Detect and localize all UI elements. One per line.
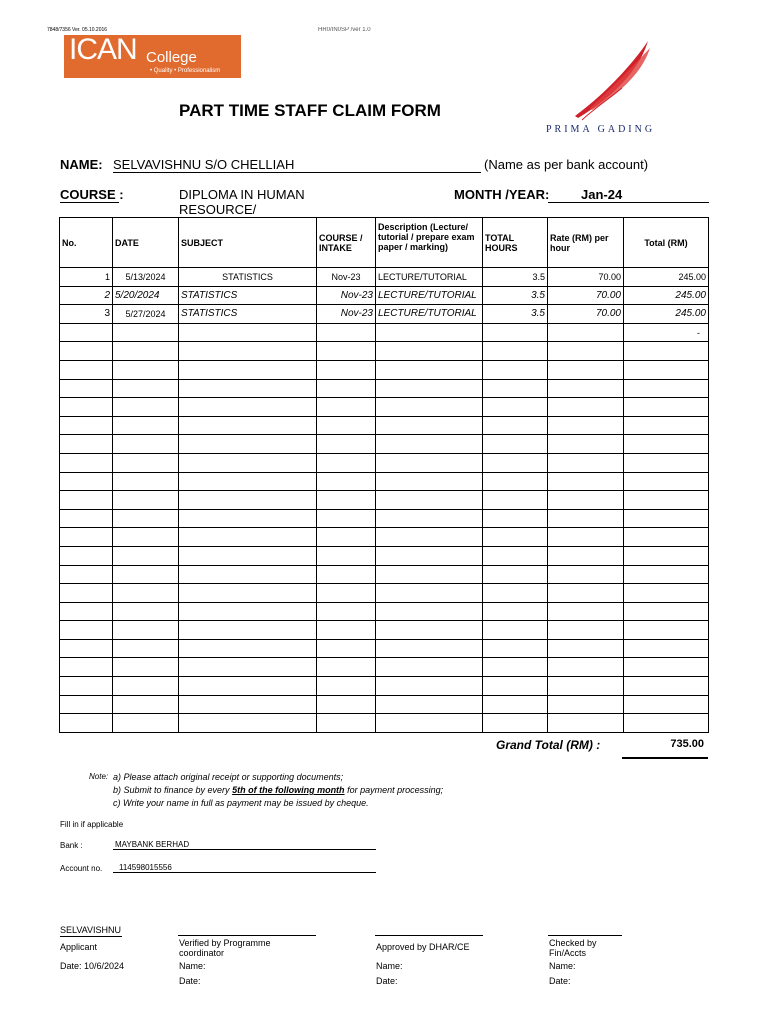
- empty-cell: [60, 398, 113, 417]
- empty-cell: [113, 584, 179, 603]
- header-subject: SUBJECT: [179, 218, 317, 268]
- empty-cell: [113, 342, 179, 361]
- claim-table: [59, 217, 709, 733]
- empty-cell: [60, 342, 113, 361]
- table-header-row: [60, 218, 709, 268]
- empty-cell: [483, 546, 548, 565]
- empty-cell: [624, 342, 709, 361]
- logo-text-college: College: [146, 49, 197, 66]
- empty-cell: [317, 565, 376, 584]
- note-b-post: for payment processing;: [347, 785, 444, 795]
- note-b-bold: 5th of the following month: [232, 785, 345, 795]
- cell-description: LECTURE/TUTORIAL: [376, 305, 483, 324]
- verified-name-label: Name:: [179, 961, 206, 971]
- empty-cell: [548, 491, 624, 510]
- empty-table-row: [60, 360, 709, 379]
- empty-table-row: [60, 472, 709, 491]
- empty-cell: [548, 453, 624, 472]
- empty-cell: [60, 639, 113, 658]
- empty-cell: [483, 379, 548, 398]
- empty-cell: [317, 472, 376, 491]
- cell-intake: Nov-23: [317, 305, 376, 324]
- empty-cell: [483, 602, 548, 621]
- empty-cell: [317, 491, 376, 510]
- header-total-hours: TOTAL HOURS: [483, 218, 548, 268]
- empty-cell: [317, 398, 376, 417]
- empty-cell: [179, 677, 317, 696]
- empty-cell: [113, 565, 179, 584]
- empty-cell: [624, 602, 709, 621]
- empty-table-row: [60, 379, 709, 398]
- empty-cell: [113, 416, 179, 435]
- empty-cell: [317, 546, 376, 565]
- empty-cell: [624, 528, 709, 547]
- header-course-intake: COURSE / INTAKE: [317, 218, 376, 268]
- empty-cell: [179, 398, 317, 417]
- empty-cell: [60, 491, 113, 510]
- cell-intake: Nov-23: [317, 268, 376, 287]
- empty-cell: [548, 472, 624, 491]
- verified-date-label: Date:: [179, 976, 201, 986]
- empty-cell: [60, 360, 113, 379]
- cell-description: LECTURE/TUTORIAL: [376, 286, 483, 305]
- empty-cell: [376, 435, 483, 454]
- empty-table-row: [60, 435, 709, 454]
- empty-cell: [179, 472, 317, 491]
- empty-cell: [548, 658, 624, 677]
- logo-text-ican: ICAN: [69, 33, 137, 66]
- cell-no: 2: [60, 286, 113, 305]
- empty-cell: [548, 695, 624, 714]
- bank-value: MAYBANK BERHAD: [113, 840, 376, 850]
- cell-total: 245.00: [624, 305, 709, 324]
- empty-table-row: [60, 639, 709, 658]
- empty-cell: [548, 509, 624, 528]
- empty-cell: [60, 416, 113, 435]
- empty-cell: [317, 509, 376, 528]
- empty-cell: [60, 509, 113, 528]
- empty-table-row: [60, 695, 709, 714]
- empty-cell: [483, 398, 548, 417]
- empty-cell: [548, 565, 624, 584]
- empty-cell: [376, 379, 483, 398]
- empty-cell: [624, 565, 709, 584]
- header-no: No.: [60, 218, 113, 268]
- empty-table-row: [60, 602, 709, 621]
- empty-cell: [376, 658, 483, 677]
- empty-cell: [376, 453, 483, 472]
- empty-cell: [376, 565, 483, 584]
- empty-cell: [548, 677, 624, 696]
- empty-cell: [113, 528, 179, 547]
- empty-cell: [113, 639, 179, 658]
- applicant-label: Applicant: [60, 942, 98, 952]
- cell-hours: 3.5: [483, 305, 548, 324]
- empty-cell: [548, 398, 624, 417]
- approved-name-label: Name:: [376, 961, 403, 971]
- empty-cell: [113, 509, 179, 528]
- cell-description: [376, 323, 483, 342]
- empty-cell: [317, 342, 376, 361]
- empty-table-row: [60, 398, 709, 417]
- empty-cell: [317, 360, 376, 379]
- applicant-signature-line: [60, 936, 122, 937]
- empty-cell: [483, 658, 548, 677]
- header-date: DATE: [113, 218, 179, 268]
- empty-table-row: [60, 621, 709, 640]
- empty-cell: [376, 621, 483, 640]
- empty-cell: [548, 546, 624, 565]
- empty-cell: [179, 416, 317, 435]
- note-label: Note:: [89, 772, 109, 781]
- empty-cell: [548, 342, 624, 361]
- empty-cell: [317, 528, 376, 547]
- empty-cell: [624, 546, 709, 565]
- empty-cell: [113, 360, 179, 379]
- empty-cell: [376, 639, 483, 658]
- empty-cell: [624, 639, 709, 658]
- cell-hours: 3.5: [483, 268, 548, 287]
- cell-total: 245.00: [624, 268, 709, 287]
- header-rate: Rate (RM) per hour: [548, 218, 624, 268]
- empty-table-row: [60, 714, 709, 733]
- logo-tagline: • Quality • Professionalism: [150, 68, 221, 74]
- cell-subject: STATISTICS: [179, 268, 317, 287]
- empty-cell: [113, 398, 179, 417]
- form-reference: 7848/7356 Ver. 05.10.2016: [47, 27, 108, 33]
- empty-cell: [376, 546, 483, 565]
- cell-rate: 70.00: [548, 286, 624, 305]
- empty-cell: [317, 435, 376, 454]
- cell-date: [113, 323, 179, 342]
- course-label: COURSE :: [60, 187, 124, 202]
- empty-cell: [624, 398, 709, 417]
- empty-cell: [483, 360, 548, 379]
- note-c: c) Write your name in full as payment may be issued by cheque.: [113, 798, 369, 808]
- empty-cell: [376, 714, 483, 733]
- empty-cell: [317, 602, 376, 621]
- empty-cell: [624, 509, 709, 528]
- empty-table-row: [60, 658, 709, 677]
- empty-cell: [483, 621, 548, 640]
- empty-table-row: [60, 416, 709, 435]
- empty-cell: [624, 584, 709, 603]
- checked-name-label: Name:: [549, 961, 576, 971]
- prima-gading-logo-text: PRIMA GADING: [546, 124, 656, 135]
- empty-table-row: [60, 491, 709, 510]
- empty-cell: [548, 379, 624, 398]
- empty-table-row: [60, 342, 709, 361]
- prima-gading-swoosh-icon: [570, 38, 655, 124]
- empty-cell: [60, 546, 113, 565]
- checked-signature-line: [548, 935, 622, 936]
- ican-college-logo: [64, 35, 241, 78]
- empty-cell: [548, 416, 624, 435]
- empty-cell: [624, 379, 709, 398]
- empty-cell: [624, 695, 709, 714]
- empty-cell: [179, 528, 317, 547]
- empty-cell: [483, 472, 548, 491]
- cell-intake: Nov-23: [317, 286, 376, 305]
- applicant-name: SELVAVISHNU: [60, 925, 122, 935]
- empty-cell: [179, 509, 317, 528]
- empty-cell: [548, 621, 624, 640]
- empty-cell: [179, 565, 317, 584]
- empty-cell: [113, 472, 179, 491]
- empty-cell: [60, 621, 113, 640]
- empty-cell: [113, 621, 179, 640]
- account-label: Account no.: [60, 864, 103, 873]
- header-total-rm: Total (RM): [624, 218, 709, 268]
- empty-cell: [376, 491, 483, 510]
- empty-cell: [548, 360, 624, 379]
- table-row: [60, 305, 709, 324]
- empty-cell: [179, 546, 317, 565]
- checked-label: Checked by Fin/Accts: [549, 938, 597, 958]
- empty-cell: [376, 509, 483, 528]
- empty-cell: [483, 509, 548, 528]
- empty-cell: [376, 360, 483, 379]
- note-a: a) Please attach original receipt or supporting documents;: [113, 772, 344, 782]
- empty-cell: [483, 453, 548, 472]
- empty-cell: [483, 677, 548, 696]
- top-reference-text: HR0/IN0SP /ver 1.0: [318, 27, 371, 32]
- approved-date-label: Date:: [376, 976, 398, 986]
- table-row: [60, 323, 709, 342]
- cell-hours: 3.5: [483, 286, 548, 305]
- approved-label: Approved by DHAR/CE: [376, 942, 470, 952]
- empty-cell: [483, 584, 548, 603]
- empty-cell: [376, 602, 483, 621]
- empty-cell: [179, 360, 317, 379]
- empty-table-row: [60, 677, 709, 696]
- empty-cell: [113, 453, 179, 472]
- cell-rate: 70.00: [548, 305, 624, 324]
- month-year-value: Jan-24: [548, 187, 709, 203]
- empty-cell: [548, 639, 624, 658]
- empty-cell: [548, 602, 624, 621]
- empty-cell: [317, 584, 376, 603]
- empty-table-row: [60, 509, 709, 528]
- empty-cell: [624, 714, 709, 733]
- empty-cell: [624, 472, 709, 491]
- empty-cell: [376, 472, 483, 491]
- empty-cell: [179, 491, 317, 510]
- empty-cell: [60, 602, 113, 621]
- cell-no: 1: [60, 268, 113, 287]
- empty-cell: [624, 416, 709, 435]
- empty-cell: [376, 528, 483, 547]
- empty-cell: [548, 714, 624, 733]
- empty-cell: [317, 416, 376, 435]
- empty-cell: [113, 714, 179, 733]
- empty-cell: [60, 565, 113, 584]
- cell-date: 5/20/2024: [113, 286, 179, 305]
- empty-cell: [317, 453, 376, 472]
- empty-cell: [483, 491, 548, 510]
- empty-cell: [113, 379, 179, 398]
- empty-cell: [548, 584, 624, 603]
- empty-cell: [179, 714, 317, 733]
- empty-cell: [113, 695, 179, 714]
- empty-cell: [179, 639, 317, 658]
- empty-cell: [113, 435, 179, 454]
- account-value: 114598015556: [113, 863, 376, 873]
- bank-label: Bank :: [60, 841, 83, 850]
- empty-cell: [376, 342, 483, 361]
- form-title: PART TIME STAFF CLAIM FORM: [179, 101, 441, 120]
- cell-no: [60, 323, 113, 342]
- course-label-underline: [60, 202, 119, 203]
- empty-cell: [179, 342, 317, 361]
- empty-cell: [60, 714, 113, 733]
- empty-cell: [317, 714, 376, 733]
- empty-cell: [60, 677, 113, 696]
- empty-cell: [179, 584, 317, 603]
- empty-table-row: [60, 546, 709, 565]
- empty-cell: [113, 658, 179, 677]
- empty-cell: [624, 677, 709, 696]
- empty-cell: [376, 584, 483, 603]
- cell-rate: 70.00: [548, 268, 624, 287]
- empty-cell: [624, 453, 709, 472]
- empty-cell: [179, 453, 317, 472]
- empty-cell: [483, 695, 548, 714]
- cell-description: LECTURE/TUTORIAL: [376, 268, 483, 287]
- cell-date: 5/27/2024: [113, 305, 179, 324]
- empty-cell: [376, 695, 483, 714]
- empty-cell: [317, 639, 376, 658]
- empty-rows: [60, 342, 709, 732]
- empty-cell: [548, 435, 624, 454]
- empty-cell: [113, 491, 179, 510]
- verified-signature-line: [178, 935, 316, 936]
- empty-cell: [60, 379, 113, 398]
- cell-rate: [548, 323, 624, 342]
- empty-cell: [624, 435, 709, 454]
- approved-signature-line: [375, 935, 483, 936]
- verified-label: Verified by Programme coordinator: [179, 938, 271, 958]
- checked-date-label: Date:: [549, 976, 571, 986]
- empty-cell: [113, 546, 179, 565]
- empty-cell: [376, 677, 483, 696]
- fill-in-label: Fill in if applicable: [60, 820, 124, 829]
- empty-cell: [376, 416, 483, 435]
- cell-subject: STATISTICS: [179, 305, 317, 324]
- grand-total-double-line: [622, 757, 708, 759]
- name-label: NAME:: [60, 157, 103, 172]
- empty-table-row: [60, 528, 709, 547]
- course-value: DIPLOMA IN HUMAN RESOURCE/: [179, 187, 375, 218]
- header-description: Description (Lecture/ tutorial / prepare exam paper / marking): [376, 218, 483, 268]
- empty-cell: [548, 528, 624, 547]
- month-year-label: MONTH /YEAR:: [454, 187, 550, 202]
- cell-intake: [317, 323, 376, 342]
- table-row: [60, 286, 709, 305]
- empty-cell: [179, 379, 317, 398]
- empty-cell: [317, 379, 376, 398]
- empty-cell: [483, 435, 548, 454]
- empty-cell: [179, 621, 317, 640]
- empty-cell: [483, 342, 548, 361]
- empty-cell: [179, 435, 317, 454]
- empty-cell: [483, 416, 548, 435]
- empty-cell: [376, 398, 483, 417]
- empty-cell: [483, 639, 548, 658]
- cell-subject: [179, 323, 317, 342]
- empty-cell: [60, 658, 113, 677]
- empty-cell: [60, 528, 113, 547]
- cell-total: 245.00: [624, 286, 709, 305]
- empty-cell: [317, 677, 376, 696]
- empty-cell: [113, 602, 179, 621]
- empty-cell: [60, 435, 113, 454]
- name-value: SELVAVISHNU S/O CHELLIAH: [113, 157, 481, 173]
- empty-cell: [624, 658, 709, 677]
- cell-total: -: [624, 323, 709, 342]
- empty-table-row: [60, 453, 709, 472]
- empty-cell: [317, 658, 376, 677]
- cell-hours: [483, 323, 548, 342]
- empty-cell: [179, 658, 317, 677]
- empty-cell: [624, 621, 709, 640]
- empty-cell: [113, 677, 179, 696]
- empty-cell: [60, 453, 113, 472]
- table-row: [60, 268, 709, 287]
- empty-cell: [60, 695, 113, 714]
- empty-cell: [317, 695, 376, 714]
- note-b-pre: b) Submit to finance by every: [113, 785, 230, 795]
- empty-cell: [624, 360, 709, 379]
- cell-subject: STATISTICS: [179, 286, 317, 305]
- empty-cell: [179, 602, 317, 621]
- grand-total-value: 735.00: [670, 738, 704, 750]
- empty-cell: [483, 714, 548, 733]
- empty-cell: [624, 491, 709, 510]
- cell-no: 3: [60, 305, 113, 324]
- empty-cell: [60, 472, 113, 491]
- empty-cell: [483, 565, 548, 584]
- grand-total-label: Grand Total (RM) :: [496, 738, 601, 752]
- empty-cell: [483, 528, 548, 547]
- empty-cell: [317, 621, 376, 640]
- cell-date: 5/13/2024: [113, 268, 179, 287]
- empty-cell: [179, 695, 317, 714]
- note-b: [113, 785, 443, 795]
- empty-table-row: [60, 565, 709, 584]
- name-hint: (Name as per bank account): [484, 157, 649, 172]
- empty-cell: [60, 584, 113, 603]
- empty-table-row: [60, 584, 709, 603]
- applicant-date: Date: 10/6/2024: [60, 961, 125, 971]
